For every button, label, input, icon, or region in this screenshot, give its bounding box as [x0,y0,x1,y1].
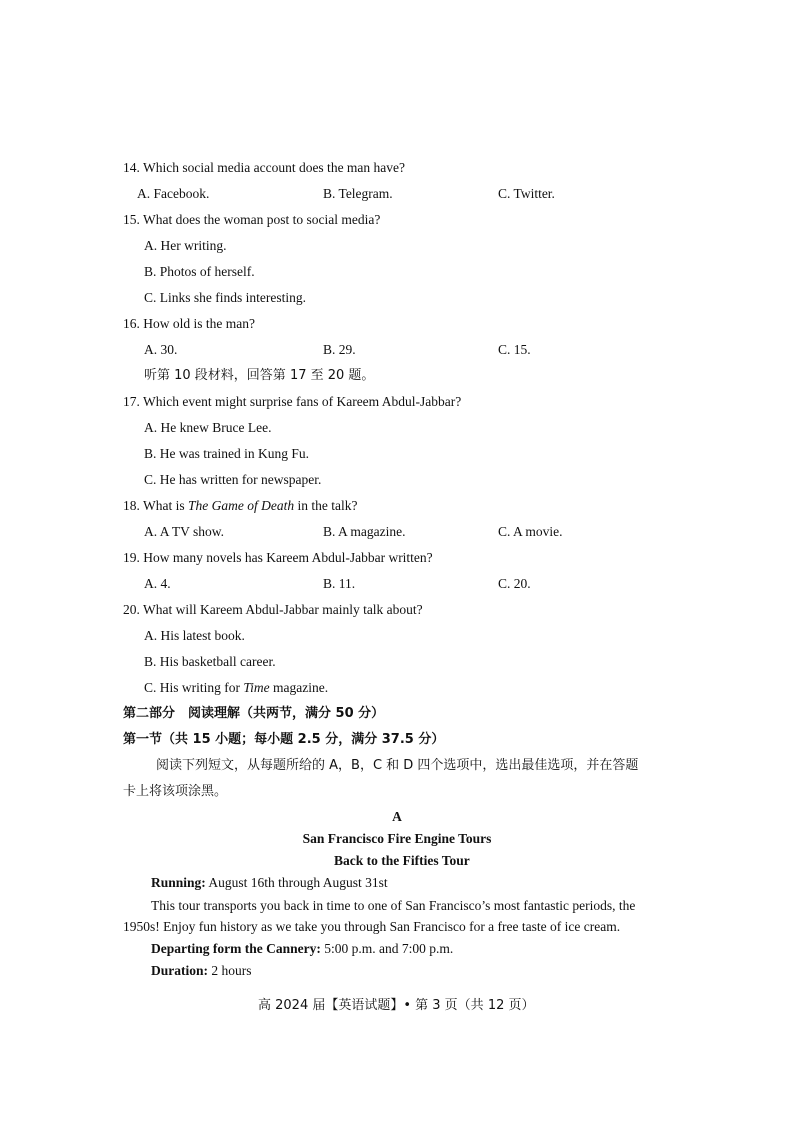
running-value: August 16th through August 31st [205,875,388,890]
q20-option-b: B. His basketball career. [144,654,276,669]
q20-option-c [144,679,328,697]
q14-option-b: B. Telegram. [323,186,393,201]
q20-option-c-pre: C. His writing for [144,680,244,695]
passage-title: San Francisco Fire Engine Tours [302,831,492,846]
instructions-line-2: 卡上将该项涂黑。 [123,784,228,799]
body-line-2: 1950s! Enjoy fun history as we take you through San Francisco for a free taste of ice cream. [123,919,621,934]
q17-option-c: C. He has written for newspaper. [144,472,322,487]
q19-option-a: A. 4. [144,576,171,591]
q19-stem: 19. How many novels has Kareem Abdul-Jabbar written? [123,550,433,565]
duration-value: 2 hours [208,963,252,978]
page-footer: 高 2024 届【英语试题】• 第 3 页（共 12 页） [258,998,535,1013]
q15-option-b: B. Photos of herself. [144,264,255,279]
depart-line [151,940,453,958]
duration-label: Duration: [151,963,208,978]
q18-option-b: B. A magazine. [323,524,406,539]
q18-stem-post: in the talk? [294,498,358,513]
q15-stem: 15. What does the woman post to social media? [123,212,381,227]
q15-option-a: A. Her writing. [144,238,227,253]
q18-stem [123,497,357,515]
q14-option-c: C. Twitter. [498,186,555,201]
q16-option-a: A. 30. [144,342,178,357]
running-line [151,874,388,892]
q20-stem: 20. What will Kareem Abdul-Jabbar mainly talk about? [123,602,423,617]
q18-option-c: C. A movie. [498,524,563,539]
duration-line [151,962,252,980]
q19-option-c: C. 20. [498,576,531,591]
q15-option-c: C. Links she finds interesting. [144,290,306,305]
section1-heading: 第一节（共 15 小题；每小题 2.5 分，满分 37.5 分） [123,732,445,747]
q17-option-b: B. He was trained in Kung Fu. [144,446,309,461]
passage-subtitle: Back to the Fifties Tour [334,853,470,868]
q20-option-a: A. His latest book. [144,628,245,643]
q16-option-b: B. 29. [323,342,356,357]
depart-label: Departing form the Cannery: [151,941,321,956]
q19-option-b: B. 11. [323,576,356,591]
q14-stem: 14. Which social media account does the man have? [123,160,406,175]
section10-intro: 听第 10 段材料，回答第 17 至 20 题。 [144,368,375,383]
q16-stem: 16. How old is the man? [123,316,255,331]
q17-stem: 17. Which event might surprise fans of Kareem Abdul-Jabbar? [123,394,462,409]
running-label: Running: [151,875,206,890]
instructions-line-1: 阅读下列短文，从每题所给的 A，B，C 和 D 四个选项中，选出最佳选项，并在答题 [156,758,639,773]
q16-option-c: C. 15. [498,342,531,357]
body-line-1: This tour transports you back in time to one of San Francisco’s most fantastic periods, the [151,898,636,913]
q18-stem-pre: 18. What is [123,498,188,513]
q20-option-c-title: Time [243,680,270,695]
q18-option-a: A. A TV show. [144,524,225,539]
q18-stem-title: The Game of Death [188,498,295,513]
part2-heading: 第二部分 阅读理解（共两节，满分 50 分） [123,706,385,721]
passage-letter: A [392,809,402,824]
q20-option-c-post: magazine. [269,680,329,695]
depart-value: 5:00 p.m. and 7:00 p.m. [320,941,454,956]
q17-option-a: A. He knew Bruce Lee. [144,420,272,435]
q14-option-a: A. Facebook. [137,186,210,201]
